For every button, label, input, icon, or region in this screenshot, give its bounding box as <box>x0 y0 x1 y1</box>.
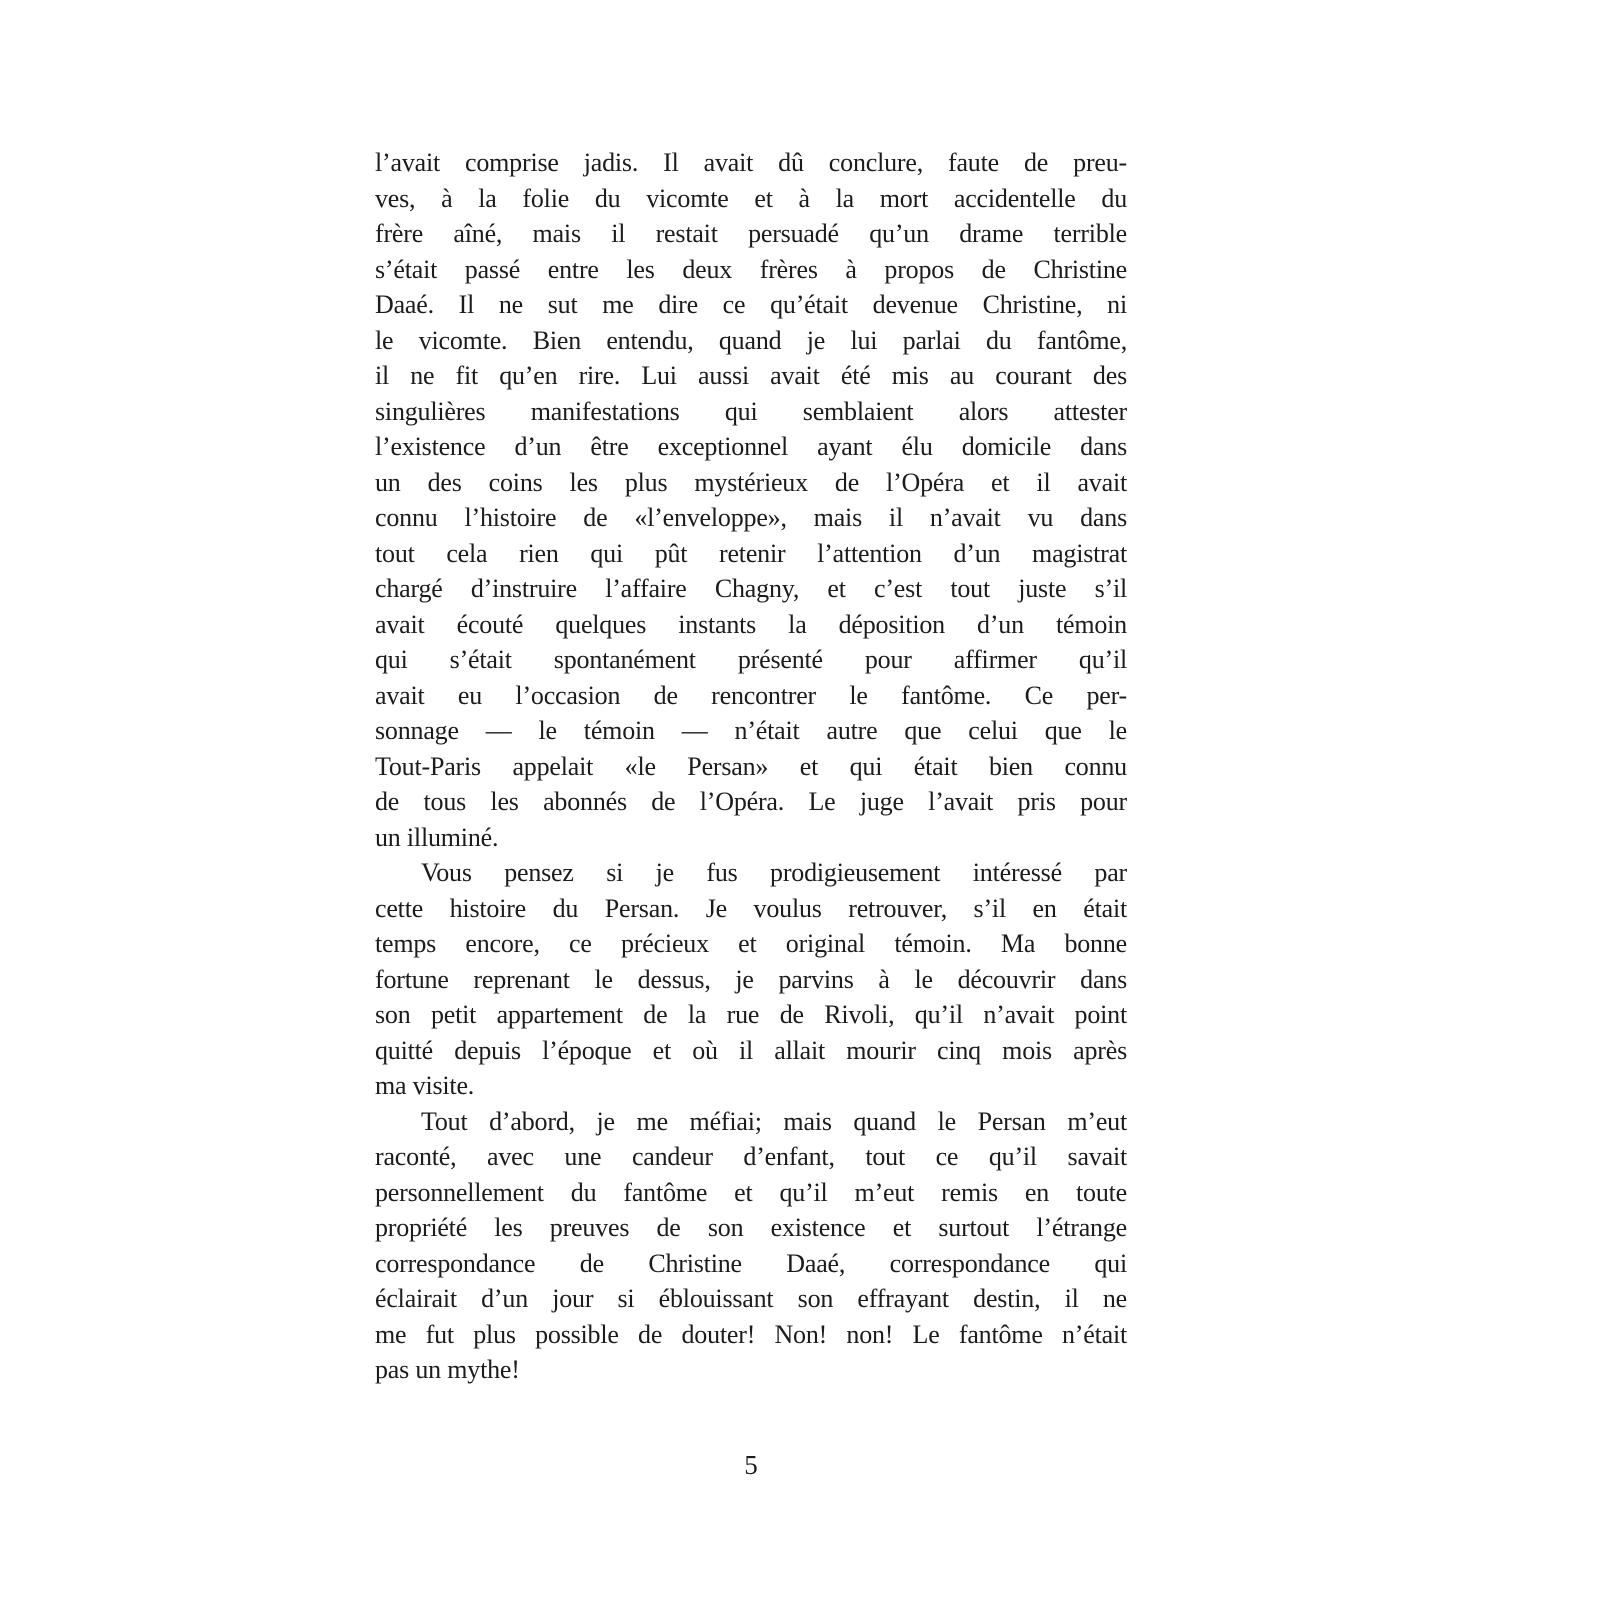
text-line: singulières manifestations qui semblaient alors attester <box>375 396 1127 426</box>
text-line: chargé d’instruire l’affaire Chagny, et c’est tout juste s’il <box>375 574 1127 603</box>
text-line: Tout-Paris appelait «le Persan» et qui était bien connu <box>375 751 1127 781</box>
text-block <box>375 145 1127 1388</box>
text-line: cette histoire du Persan. Je voulus retrouver, s’il en était <box>375 893 1127 923</box>
text-line: Vous pensez si je fus prodigieusement intéressé par <box>421 858 1127 887</box>
text-line: correspondance de Christine Daaé, correspondance qui <box>375 1248 1127 1278</box>
text-line: ma visite. <box>375 1071 475 1100</box>
text-line: personnellement du fantôme et qu’il m’eut remis en toute <box>375 1177 1127 1207</box>
text-line: connu l’histoire de «l’enveloppe», mais il n’avait vu dans <box>375 503 1127 532</box>
text-line: quitté depuis l’époque et où il allait mourir cinq mois après <box>375 1035 1127 1065</box>
text-line: l’existence d’un être exceptionnel ayant élu domicile dans <box>375 432 1127 461</box>
text-line: Daaé. Il ne sut me dire ce qu’était devenue Christine, ni <box>375 290 1127 319</box>
text-line: s’était passé entre les deux frères à propos de Christine <box>375 254 1127 284</box>
text-line: le vicomte. Bien entendu, quand je lui parlai du fantôme, <box>375 325 1127 355</box>
paragraph <box>375 145 1127 855</box>
text-line: un illuminé. <box>375 822 499 852</box>
text-line: de tous les abonnés de l’Opéra. Le juge l’avait pris pour <box>375 787 1127 816</box>
text-line: il ne fit qu’en rire. Lui aussi avait été mis au courant des <box>375 361 1127 390</box>
text-line: l’avait comprise jadis. Il avait dû conclure, faute de preu- <box>375 148 1127 177</box>
text-line: tout cela rien qui pût retenir l’attention d’un magistrat <box>375 538 1127 568</box>
text-line: un des coins les plus mystérieux de l’Opéra et il avait <box>375 467 1127 497</box>
text-line: son petit appartement de la rue de Rivoli, qu’il n’avait point <box>375 1000 1127 1029</box>
text-line: propriété les preuves de son existence et surtout l’étrange <box>375 1213 1127 1242</box>
text-line: éclairait d’un jour si éblouissant son effrayant destin, il ne <box>375 1284 1127 1313</box>
text-line: qui s’était spontanément présenté pour affirmer qu’il <box>375 645 1127 674</box>
paragraph <box>375 855 1127 1104</box>
text-line: me fut plus possible de douter! Non! non! Le fantôme n’était <box>375 1319 1127 1349</box>
page-number: 5 <box>744 1450 758 1480</box>
text-line: avait écouté quelques instants la déposition d’un témoin <box>375 609 1127 639</box>
text-line: raconté, avec une candeur d’enfant, tout ce qu’il savait <box>375 1142 1127 1171</box>
text-line: sonnage — le témoin — n’était autre que celui que le <box>375 716 1127 745</box>
text-line: avait eu l’occasion de rencontrer le fantôme. Ce per- <box>375 680 1127 710</box>
text-line: ves, à la folie du vicomte et à la mort accidentelle du <box>375 183 1127 213</box>
text-line: temps encore, ce précieux et original témoin. Ma bonne <box>375 929 1127 958</box>
text-line: fortune reprenant le dessus, je parvins à le découvrir dans <box>375 964 1127 994</box>
text-line: frère aîné, mais il restait persuadé qu’un drame terrible <box>375 219 1127 248</box>
text-line: pas un mythe! <box>375 1355 520 1384</box>
paragraph <box>375 1104 1127 1388</box>
text-line: Tout d’abord, je me méfiai; mais quand le Persan m’eut <box>421 1106 1127 1136</box>
